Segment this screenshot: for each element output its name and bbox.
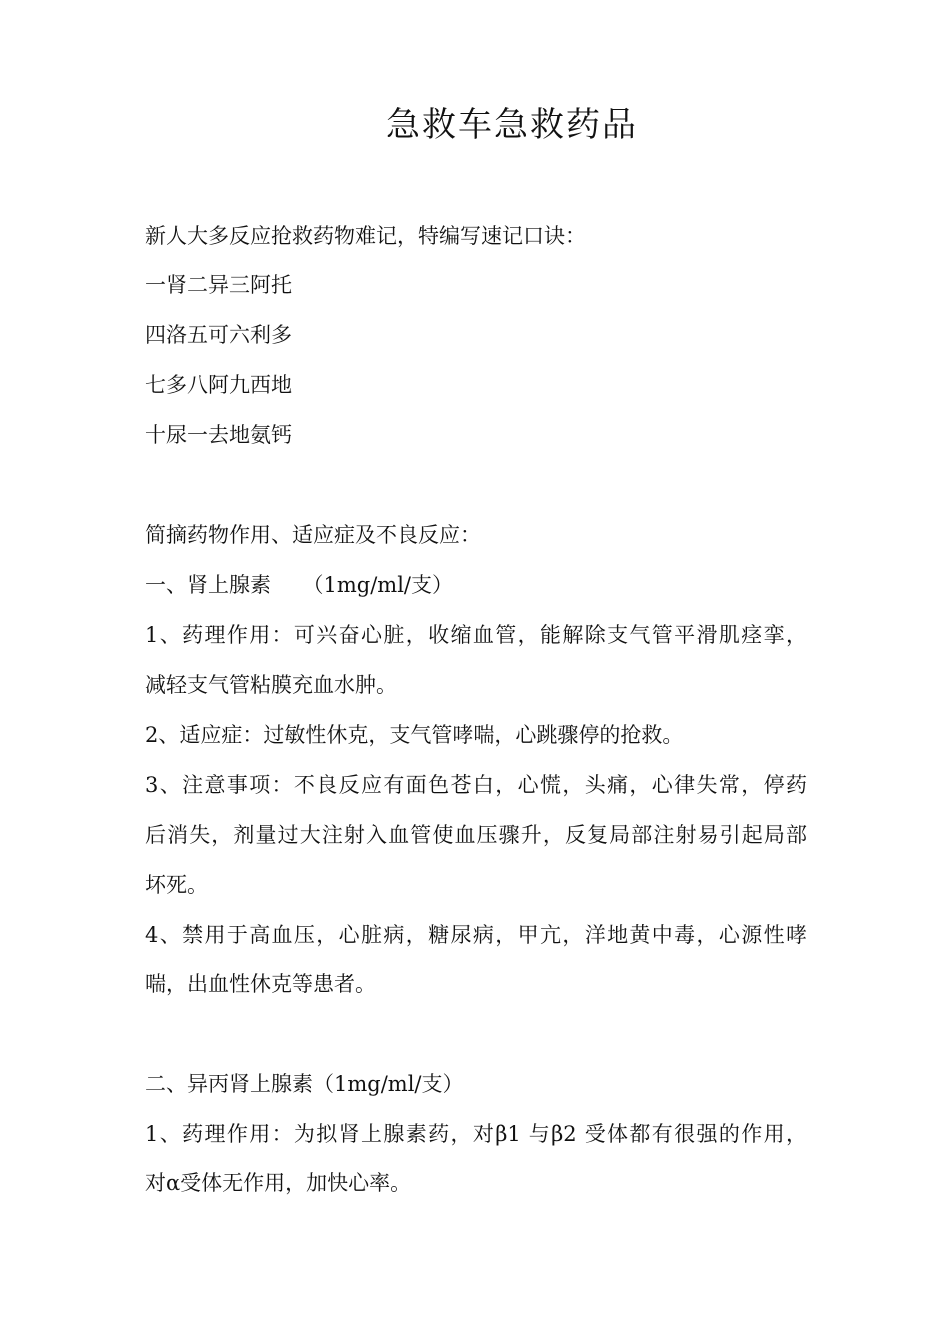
drug1-item3-line3: 坏死。 <box>145 873 208 897</box>
drug1-item3-line1: 3、注意事项：不良反应有面色苍白，心慌，头痛，心律失常，停药 <box>145 773 807 797</box>
drug1-item3-line2: 后消失，剂量过大注射入血管使血压骤升，反复局部注射易引起局部 <box>145 823 807 847</box>
drug1-item1-line2: 减轻支气管粘膜充血水肿。 <box>145 673 397 697</box>
mnemonic-line-4: 十尿一去地氨钙 <box>145 423 292 447</box>
mnemonic-line-2: 四洛五可六利多 <box>145 323 292 347</box>
mnemonic-line-1: 一肾二异三阿托 <box>145 273 292 297</box>
drug1-heading: 一、肾上腺素 （1mg/ml/支） <box>145 573 453 597</box>
drug1-item2: 2、适应症：过敏性休克，支气管哮喘，心跳骤停的抢救。 <box>145 723 684 747</box>
drug1-item1-line1: 1、药理作用：可兴奋心脏，收缩血管，能解除支气管平滑肌痉挛， <box>145 623 807 647</box>
document-title: 急救车急救药品 <box>386 105 638 145</box>
drug1-item4-line1: 4、禁用于高血压，心脏病，糖尿病，甲亢，洋地黄中毒，心源性哮 <box>145 923 807 947</box>
summary-heading: 简摘药物作用、适应症及不良反应： <box>145 523 481 547</box>
drug1-item4-line2: 喘，出血性休克等患者。 <box>145 972 376 996</box>
drug2-item1-line2: 对α受体无作用，加快心率。 <box>145 1171 412 1195</box>
mnemonic-line-3: 七多八阿九西地 <box>145 373 292 397</box>
drug2-heading: 二、异丙肾上腺素（1mg/ml/支） <box>145 1072 464 1096</box>
intro-text: 新人大多反应抢救药物难记，特编写速记口诀： <box>145 224 586 248</box>
drug2-item1-line1: 1、药理作用：为拟肾上腺素药，对β1 与β2 受体都有很强的作用， <box>145 1122 807 1146</box>
